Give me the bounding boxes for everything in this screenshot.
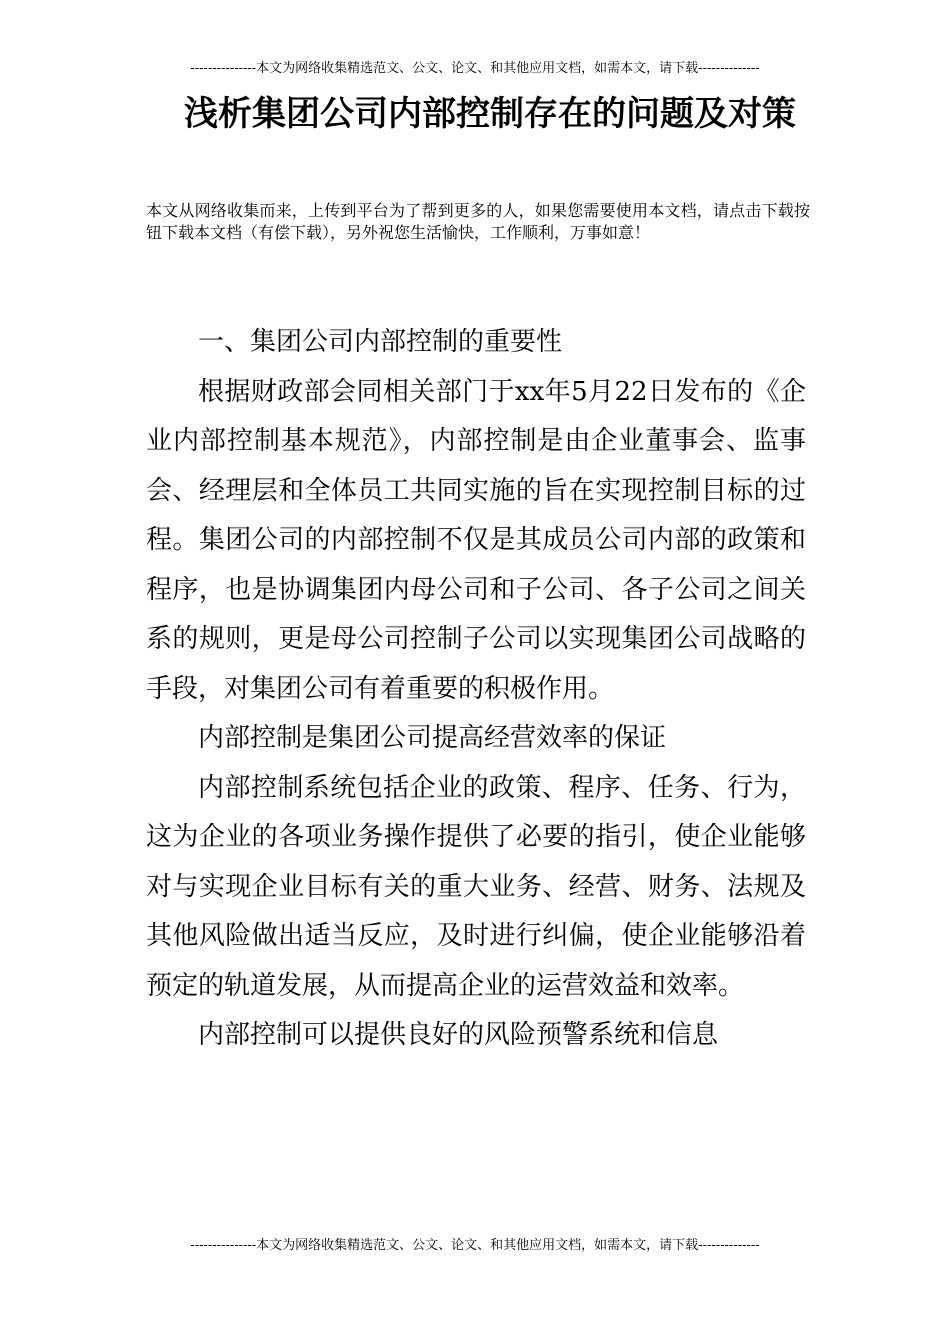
download-notice: 本文从网络收集而来，上传到平台为了帮到更多的人，如果您需要使用本文档，请点击下载按钮下载本文档（有偿下载），另外祝您生活愉快，工作顺利，万事如意！ [146, 201, 810, 242]
body-paragraph: 内部控制系统包括企业的政策、程序、任务、行为，这为企业的各项业务操作提供了必要的指引，使企业能够对与实现企业目标有关的重大业务、经营、财务、法规及其他风险做出适当反应，及时进行纠偏，使企业能够沿着预定的轨道发展，从而提高企业的运营效益和效率。 [146, 772, 806, 1001]
document-title: 浅析集团公司内部控制存在的问题及对策 [184, 94, 796, 134]
body-paragraph: 根据财政部会同相关部门于xx年5月22日发布的《企业内部控制基本规范》，内部控制是由企业董事会、监事会、经理层和全体员工共同实施的旨在实现控制目标的过程。集团公司的内部控制不仅是其成员公司内部的政策和程序，也是协调集团内母公司和子公司、各子公司之间关系的规则，更是母公司控制子公司以实现集团公司战略的手段，对集团公司有着重要的积极作用。 [146, 376, 806, 704]
section-heading: 一、集团公司内部控制的重要性 [198, 327, 563, 357]
document-body [146, 318, 806, 1061]
body-paragraph: 内部控制可以提供良好的风险预警系统和信息 [198, 1020, 719, 1050]
footer-banner: ---------------本文为网络收集精选范文、公文、论文、和其他应用文档，如需本文，请下载-------------- [190, 1238, 760, 1253]
subsection-heading: 内部控制是集团公司提高经营效率的保证 [198, 723, 667, 753]
header-banner: ---------------本文为网络收集精选范文、公文、论文、和其他应用文档，如需本文，请下载-------------- [190, 61, 760, 76]
